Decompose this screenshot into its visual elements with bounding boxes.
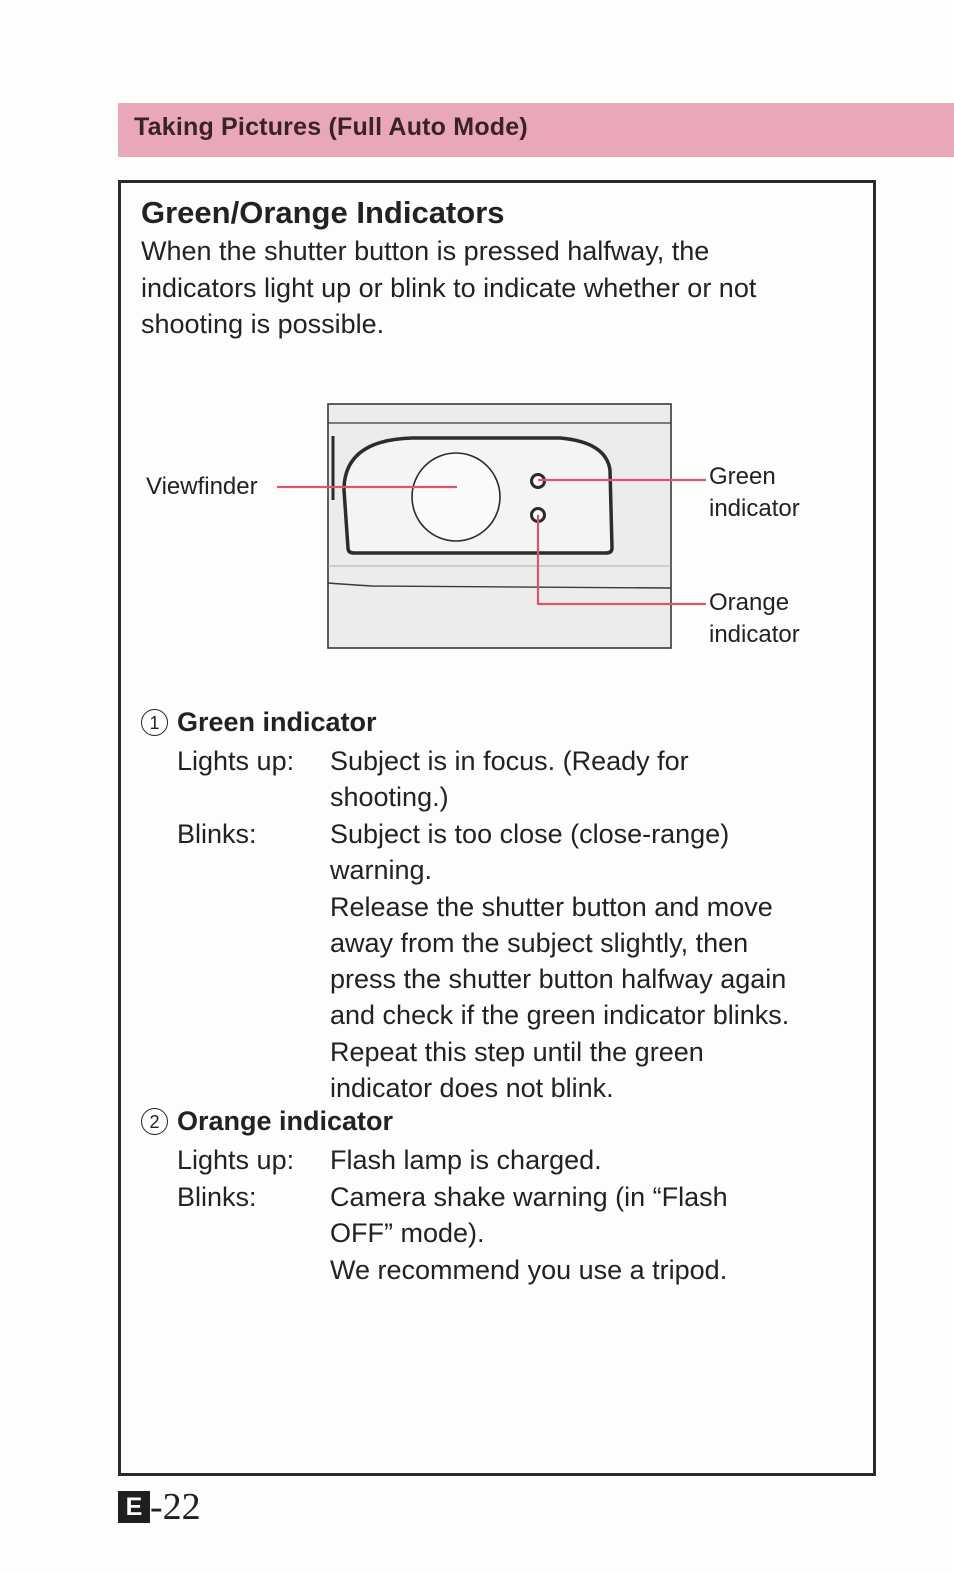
row-text-line: OFF” mode).	[330, 1218, 485, 1249]
intro-line: shooting is possible.	[141, 309, 385, 339]
row-text	[330, 743, 870, 816]
item-number: 1	[141, 709, 168, 736]
row-label: Blinks:	[177, 819, 257, 849]
row-text	[330, 1142, 870, 1178]
content-frame	[118, 180, 876, 1476]
row-text-line: warning.	[330, 855, 433, 886]
row-label: Blinks:	[177, 1182, 257, 1212]
row-text	[330, 816, 870, 1106]
row-text-line: away from the subject slightly, then	[330, 927, 749, 958]
row-text-line: indicator does not blink.	[330, 1073, 614, 1104]
orange-indicator-label-line1: Orange	[709, 589, 790, 616]
row-text-line: Subject is in focus. (Ready for	[330, 746, 689, 776]
row-text-line: Subject is too close (close-range)	[330, 819, 730, 849]
row-text-line: Release the shutter button and move	[330, 891, 773, 922]
row-text-line: press the shutter button halfway again	[330, 964, 787, 995]
green-indicator-heading	[141, 707, 377, 738]
orange-indicator-label-line2: indicator	[709, 621, 800, 648]
page-header-title: Taking Pictures (Full Auto Mode)	[134, 113, 528, 141]
item-number: 2	[141, 1108, 168, 1135]
row-label: Lights up:	[177, 746, 295, 776]
page-number: -22	[150, 1486, 201, 1528]
intro-paragraph	[141, 233, 861, 343]
item-heading-text: Green indicator	[177, 707, 377, 737]
row-text-line: Camera shake warning (in “Flash	[330, 1182, 728, 1212]
viewfinder-label: Viewfinder	[146, 473, 258, 500]
row-text-line: shooting.)	[330, 782, 449, 813]
green-indicator-label-line2: indicator	[709, 495, 800, 522]
page-footer	[118, 1487, 201, 1527]
row-text-line: Flash lamp is charged.	[330, 1145, 602, 1175]
row-label: Lights up:	[177, 1145, 295, 1175]
orange-indicator-heading	[141, 1106, 393, 1137]
row-text	[330, 1179, 870, 1288]
intro-line: indicators light up or blink to indicate whether or not	[141, 272, 757, 303]
row-text-line: We recommend you use a tripod.	[330, 1254, 728, 1285]
row-text-line: and check if the green indicator blinks.	[330, 1000, 790, 1031]
intro-line: When the shutter button is pressed halfway, the	[141, 236, 710, 266]
row-text-line: Repeat this step until the green	[330, 1036, 704, 1067]
item-heading-text: Orange indicator	[177, 1106, 394, 1136]
language-badge: E	[118, 1491, 150, 1523]
green-indicator-label-line1: Green	[709, 463, 776, 490]
section-heading: Green/Orange Indicators	[141, 195, 505, 230]
